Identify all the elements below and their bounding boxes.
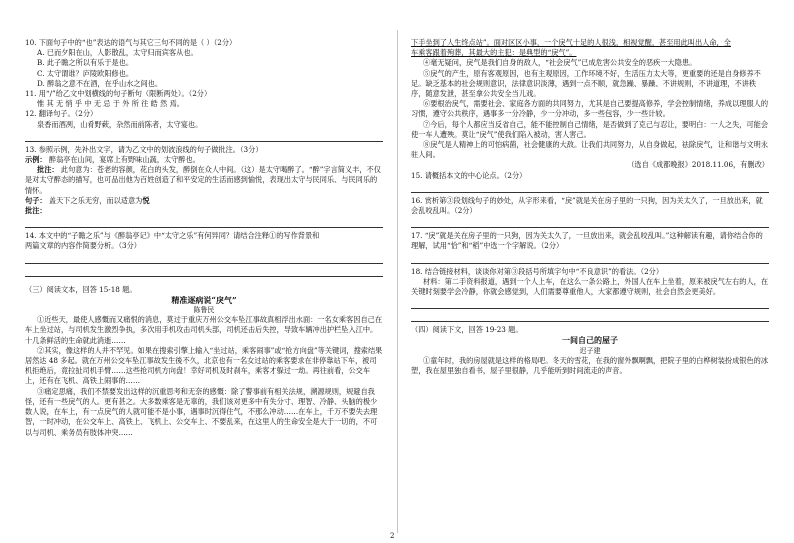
q18-stem: 18. 结合链接材料，谈谈你对第③段括号所填字句中“不良意识”的看法。（2分） xyxy=(411,266,664,276)
q13-note-text: 此句意为：苍老的容颜，花白的头发，醉倒在众人中间。（这）是太守喝醉了。“醉”字言简义丰，不仅是对太守醉态的描写，也可品出他为百姓创造了和平安定的生活而感到愉悦，表现出太守与民同乐、与民同乐的情怀。 xyxy=(25,165,381,195)
article-author: 陈鲁民 xyxy=(193,306,215,315)
answer-line[interactable] xyxy=(411,299,769,309)
article-title: 精准逐病说“戾气” xyxy=(171,294,237,305)
answer-line[interactable] xyxy=(25,218,383,228)
page-number: 2 xyxy=(390,532,395,540)
q10-option-c: C. 太守谓谁？庐陵欧阳修也。 xyxy=(37,68,134,78)
answer-line[interactable] xyxy=(411,218,769,228)
article-source: （选自《成都晚报》2018.11.06，有删改） xyxy=(627,160,769,170)
article2-author: 迟子建 xyxy=(579,346,601,355)
answer-line[interactable] xyxy=(411,254,769,264)
left-column xyxy=(25,38,383,438)
q13-note xyxy=(25,165,383,196)
section4-heading: （四）阅读下文，回答 19-23 题。 xyxy=(411,325,523,335)
q14-stem-2: 两篇文章的内容作简要分析。（3分） xyxy=(25,241,141,251)
q10-option-b: B. 此子瞻之所以有乐于是也。 xyxy=(37,58,134,68)
article-para-4: ④毫无疑问，戾气是我们自身的敌人，“社会戾气”已成危害公共安全的恶疾一大隐患。 xyxy=(423,58,697,68)
article-para-6: ⑥要根治戾气，需要社会、家庭各方面的共同努力，尤其是自己要提高修养，学会控制情绪，养成以理服人的习惯，遵守公共秩序，遇事多一分冷静，少一分冲动，多一些包容，少一些计较。 xyxy=(411,99,769,119)
q13-sentence-text: 盖天下之乐无穷，而以适意为 xyxy=(48,195,143,205)
q18-link-material: 材料：第二手资料报道，遇到一个人上车，在这么一条公路上，外国人在车上坐着，原来被戾气左右的人，在关键时刻要学会冷静，你就会感觉到，人们需要尊重他人，大家都遵守规则，社会自然会更美好。 xyxy=(411,276,769,297)
article-para-1: ①近些天，最使人感慨而又痛恨的消息，莫过于重庆万州公交车坠江事故真相浮出水面：一名女乘客因自己在车上坐过站，与司机发生激烈争执，多次用手机攻击司机头部，司机还击后失控，导致车辆冲出护栏坠入江中。十几条鲜活的生命就此消逝…… xyxy=(25,315,383,345)
article-para-3: ③痛定思痛，我们不禁要发出这样的沉重思考和无奈的感慨：除了警事前有相关法规，溯源规则，规避自我怪，还有一些戾气的人。更有甚之。大多数乘客是无辜的，我们该对更多中有失分寸、理智、冷静、头脑的极少数人说，在车上，有一点戾气的人就可能不是小事，遇事时沉得住气，不那么冲动……在车上，千万不要失去理智，一时冲动，在公交车上、高铁上、飞机上、公交车上、不要乱来，在这里人的生命安全是大于一切的，不可以与司机、乘务员有肢体冲突…… xyxy=(25,386,378,437)
article2-title: 一间自己的屋子 xyxy=(562,335,618,346)
q12-sentence: 泉香而酒冽，山肴野蔌，杂然而前陈者，太守宴也。 xyxy=(37,119,203,129)
article-para-5: ⑤戾气的产生，原有客观原因，也有主观原因，工作环境不好，生活压力太大等，更重要的还是自身修养不足。缺乏基本的社会规则意识，法律意识淡薄，遇到一点不顺，就急躁、暴躁、不讲规则，不讲道理，不讲秩序，随意发泄，甚至拿公共安全当儿戏。 xyxy=(411,68,761,99)
q13-example-text: 醉翁亭在山间，宴席上有野味山蔬，太守醉也。 xyxy=(48,155,200,165)
q13-example-label: 示例： xyxy=(25,155,47,165)
q13-sentence-emph: 悦 xyxy=(142,195,150,205)
answer-line[interactable] xyxy=(411,183,769,193)
q12-stem: 12. 翻译句子。（2分） xyxy=(25,109,98,119)
article2-para-1: ①童年时，我的房屋就是这样的格局吧。冬天的雪花，在我的窗外飘啊飘，把院子里的白桦树装扮成银色的冰塑，我在屋里独自看书，屋子里很静，几乎能听到时间流走的声音。 xyxy=(411,355,769,376)
q17-stem: 17. “戾”就是关在房子里的一只狗，因为关太久了，一旦放出来，就会乱咬乱叫。”这种解读有趣，请你结合你的理解，试用“恰”和“稻”中选一个字解说。（2分） xyxy=(411,231,763,251)
q10-stem: 10. 下面句子中的“也”表达的语气与其它三句不同的是（ ）（2分） xyxy=(25,38,237,47)
q10-option-a: A. 已而夕阳在山，人影散乱，太守归而宾客从也。 xyxy=(37,48,198,58)
answer-line[interactable] xyxy=(25,132,383,142)
article-para-8: ⑧戾气是人精神上的可怕病菌，社会健康的大敌。让我们共同努力，从自身做起，祛除戾气，让和谐与文明永驻人间。 xyxy=(411,140,769,160)
article-para-7: ⑦今后，每个人都应当反省自己，能不能控制自己情绪，是否做到了克己与忍让，要明白：一人之失，可能会使一车人遭殃。莫让“戾气”使我们陷入被动，害人害己。 xyxy=(411,119,769,139)
q13-sentence-label: 句子： xyxy=(25,195,47,205)
article-continued-line: 下手坐到了人生终点站”。面对区区小事，一个戾气十足的人很浅，相视觉醒，甚至用此叫出人命，全 xyxy=(411,38,731,47)
q13-stem: 13. 参照示例，先补出文字，请为乙文中的划波浪线的句子做批注。（3分） xyxy=(25,144,263,154)
article-para-2: ②其实，像这样的人并不罕见。如果在搜索引擎上输入“坐过站，乘客闹事”或“抢方向盘”等关键词，搜索结果居然达 48 多起。就在万州公交车坠江事故发生後不久，北京也有一名女过站的乘客要求在非停靠站下车，被司机拒绝后，竟拉扯司机手臂……这些抢司机方向盘！幸好司机及时刹车，乘客才躲过一劫。再往前看，公交车上，还有在飞机、高铁上闹事的…… xyxy=(25,345,383,386)
section3-heading: （三）阅读文本，回答 15-18 题。 xyxy=(25,284,137,294)
q13-note-label: 批注： xyxy=(37,165,59,175)
q13-answer-label: 批注： xyxy=(25,206,47,216)
q14-stem: 14. 本文中的“子瞻之乐”与《醉翁亭记》中“太守之乐”有何异同？请结合注释①的写作背景和 xyxy=(25,231,320,241)
q16-stem: 16. 赏析第③段划线句子的妙处，从字形来看，“戾”就是关在房子里的一只狗，因为关太久了，一旦放出来，就会乱咬乱叫。（2分） xyxy=(411,195,763,216)
q10-option-d: D. 醉翁之意不在酒，在乎山水之间也。 xyxy=(37,78,163,88)
q15-stem: 15. 请概括本文的中心论点。（2分） xyxy=(411,170,527,180)
q11-sentence: 惟 其 无 悄 乎 中 无 忌 于 外 所 往 皓 然 焉。 xyxy=(37,99,184,109)
column-divider xyxy=(397,30,398,533)
answer-line[interactable] xyxy=(25,254,383,264)
answer-line[interactable] xyxy=(411,312,769,322)
answer-line[interactable] xyxy=(25,267,383,277)
article-continued-line: 车乘客跟着殉葬，其最大的主犯：是典型的“戾气”。 xyxy=(411,48,577,58)
right-column xyxy=(411,38,769,376)
q11-stem: 11. 用“/”给乙文中划横线的句子断句（限断两处）。（2分） xyxy=(25,89,212,99)
